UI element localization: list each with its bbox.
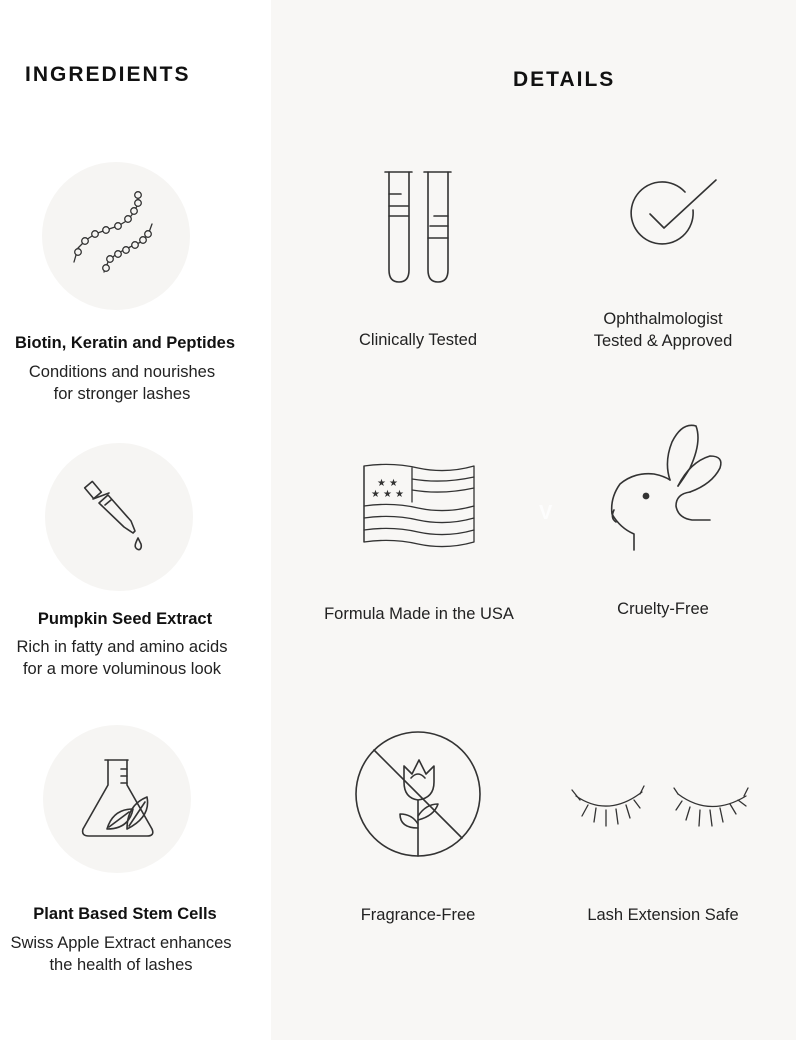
svg-text:★: ★ [389, 478, 398, 489]
ingredients-heading: INGREDIENTS [25, 63, 191, 86]
no-fragrance-rose-icon [354, 730, 484, 860]
ingredient-icon-circle [42, 162, 190, 310]
ingredient-icon-circle [43, 725, 191, 873]
test-tubes-icon [380, 166, 460, 288]
ingredient-title: Pumpkin Seed Extract [37, 610, 213, 628]
detail-label: Clinically Tested [359, 331, 477, 349]
ingredient-description: Rich in fatty and amino acids for a more voluminous look [16, 638, 228, 678]
eyelashes-icon [570, 784, 752, 834]
detail-label: Formula Made in the USA [324, 605, 514, 623]
ingredient-icon-circle [45, 443, 193, 591]
details-heading: DETAILS [513, 68, 616, 91]
bunny-icon [606, 422, 730, 554]
flask-leaf-icon [43, 725, 191, 873]
detail-label: Fragrance-Free [360, 906, 476, 924]
detail-label: Cruelty-Free [617, 600, 709, 618]
ingredient-title: Biotin, Keratin and Peptides [14, 334, 236, 352]
ingredient-description: Swiss Apple Extract enhances the health of lashes [10, 934, 232, 974]
ingredient-title: Plant Based Stem Cells [33, 905, 217, 923]
check-circle-icon [626, 174, 722, 250]
svg-text:★: ★ [383, 489, 392, 500]
svg-text:★: ★ [395, 489, 404, 500]
ingredient-description: Conditions and nourishes for stronger lashes [28, 363, 216, 403]
svg-text:★: ★ [377, 478, 386, 489]
usa-flag-icon [360, 460, 478, 550]
dropper-icon [45, 443, 193, 591]
molecule-chain-icon [42, 162, 190, 310]
detail-label: Ophthalmologist Tested & Approved [593, 310, 733, 350]
watermark-mark: V [539, 502, 553, 524]
svg-text:★: ★ [371, 489, 380, 500]
detail-label: Lash Extension Safe [587, 906, 739, 924]
